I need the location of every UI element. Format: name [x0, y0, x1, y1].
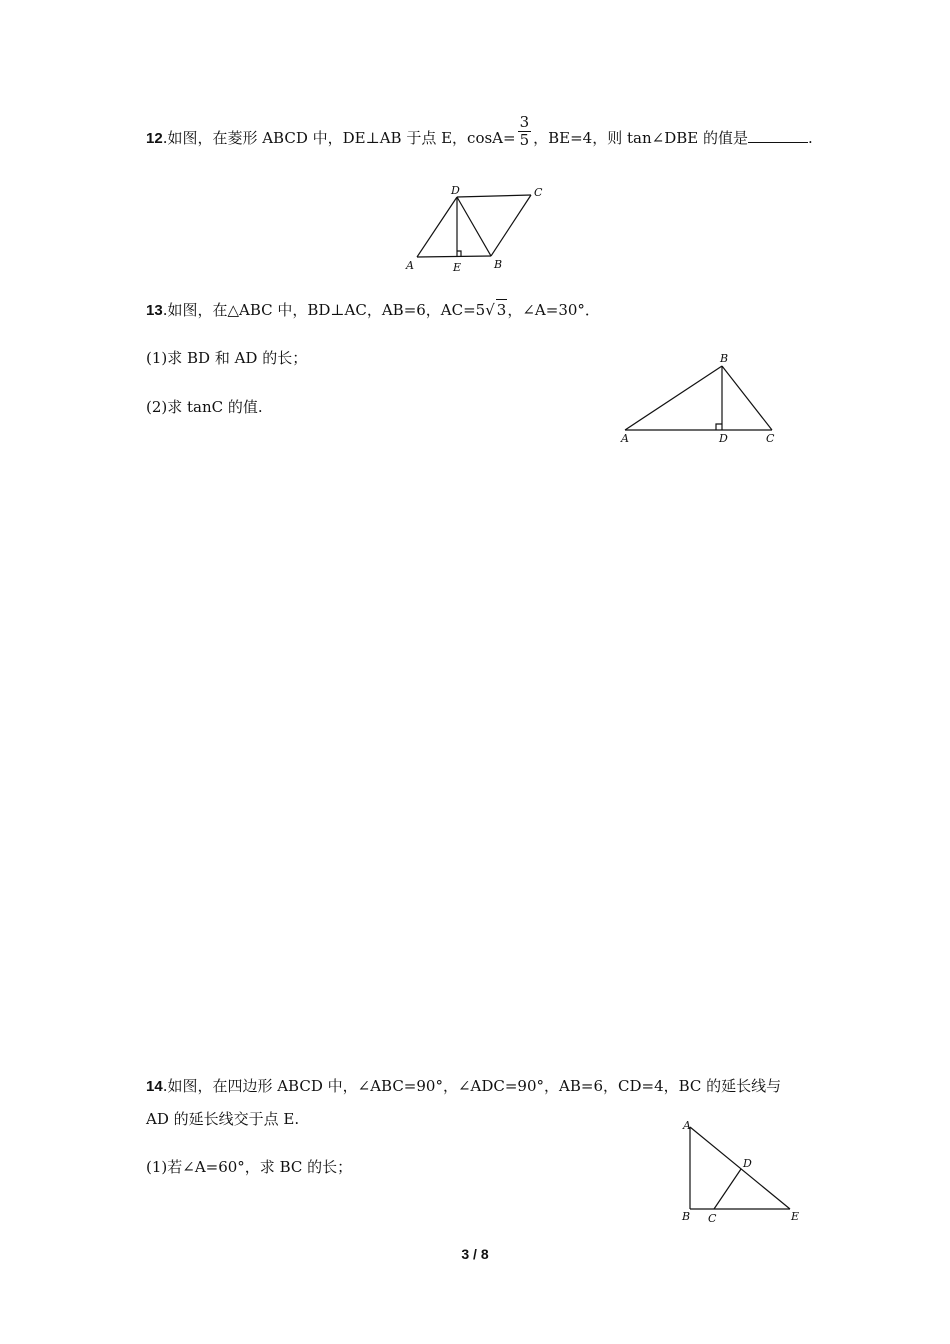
q12-fraction-denominator: 5: [519, 130, 530, 149]
page-number: 3 / 8: [461, 1246, 489, 1262]
q12-fraction: [518, 114, 532, 149]
q13-edge-bc: [722, 366, 772, 430]
q14-text-line2: AD 的延长线交于点 E.: [146, 1110, 300, 1128]
q12-edge-dc: [457, 195, 531, 197]
q12-rhombus-figure: [400, 180, 560, 280]
q13-label-b: B: [720, 352, 729, 365]
q12-text-end: .: [807, 129, 813, 147]
q12-diagonal-db: [457, 197, 491, 256]
q12-label-a: A: [406, 259, 414, 272]
q13-text: [146, 299, 600, 321]
q14-part1: (1)若∠A=60°，求 BC 的长；: [146, 1158, 353, 1176]
q13-number: 13: [146, 302, 163, 319]
q13-part2: (2)求 tanC 的值.: [146, 398, 263, 416]
q13-triangle-figure: [615, 350, 785, 450]
q12-label-b: B: [494, 258, 503, 271]
q13-sqrt-sign: √: [485, 301, 495, 319]
q12-edge-cb: [491, 195, 531, 256]
q13-right-angle-mark: [716, 424, 722, 430]
q13-label-d: D: [719, 432, 728, 445]
q12-number: 12: [146, 130, 163, 147]
q14-text-a: .如图，在四边形 ABCD 中，∠ABC=90°，∠ADC=90°，AB=6，CD=4，BC 的延长线与: [162, 1077, 782, 1095]
q14-label-e: E: [791, 1210, 800, 1223]
q12-text-b: ，BE=4，则 tan∠DBE 的值是: [533, 129, 748, 147]
q12-label-e: E: [453, 261, 462, 274]
q13-text-a: .如图，在△ABC 中，BD⊥AC，AB=6，AC=5: [162, 301, 486, 319]
q14-label-b: B: [682, 1210, 691, 1223]
q12-text: [146, 112, 813, 149]
q14-label-a: A: [683, 1119, 691, 1132]
q13-sqrt-value: 3: [496, 301, 507, 319]
q13-label-c: C: [766, 432, 775, 445]
q14-number: 14: [146, 1078, 163, 1095]
q13-label-a: A: [621, 432, 629, 445]
q12-label-c: C: [534, 186, 543, 199]
q14-edge-dc: [714, 1169, 741, 1209]
q13-text-b: ，∠A=30°．: [507, 301, 600, 319]
q12-edge-ad: [417, 197, 457, 257]
q14-label-c: C: [708, 1212, 717, 1225]
q14-quadrilateral-figure: [678, 1115, 808, 1230]
q13-part1: (1)求 BD 和 AD 的长；: [146, 349, 308, 367]
q12-text-a: .如图，在菱形 ABCD 中，DE⊥AB 于点 E，cosA=: [162, 129, 516, 147]
q14-text-line1: [146, 1076, 781, 1097]
q13-edge-ab: [625, 366, 722, 430]
q12-answer-blank: [748, 128, 808, 143]
q14-label-d: D: [743, 1157, 752, 1170]
q12-fraction-numerator: 3: [519, 112, 530, 131]
q14-edge-ae: [690, 1127, 790, 1209]
q12-label-d: D: [451, 184, 460, 197]
q12-edge-ab: [417, 256, 491, 257]
